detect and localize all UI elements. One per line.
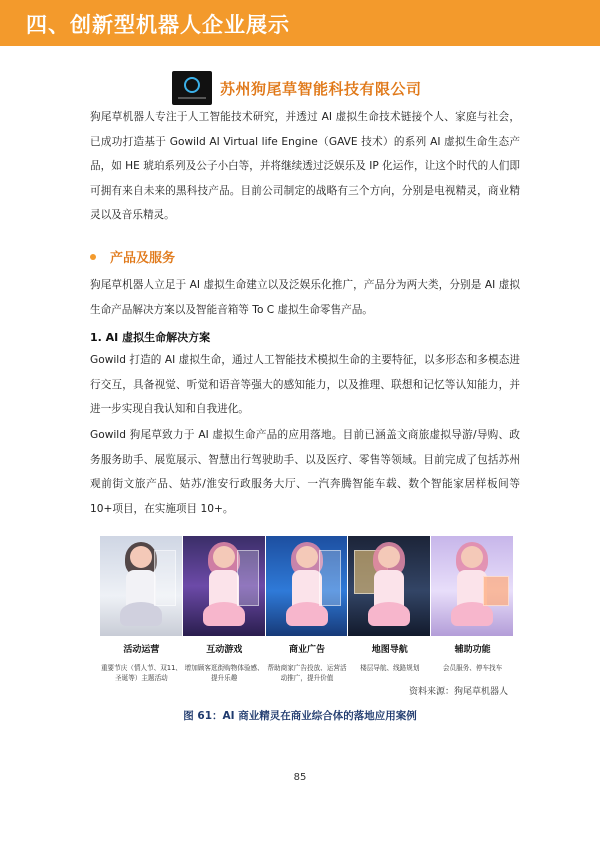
figure-panel-assist — [431, 536, 514, 636]
header-bar — [0, 0, 600, 46]
figure-panel-ads — [266, 536, 349, 636]
company-heading — [172, 70, 422, 106]
figure-label-title: 商业广告 — [288, 645, 325, 655]
figure-label-col — [100, 642, 183, 683]
figure-panel-game — [183, 536, 266, 636]
figure-labels — [100, 642, 514, 683]
company-name: 苏州狗尾草智能科技有限公司 — [220, 79, 422, 98]
figure-label-col — [183, 642, 266, 683]
section-heading-text: 产品及服务 — [110, 251, 176, 266]
figure-label-desc: 楼层导航、线路规划 — [360, 664, 420, 672]
company-intro: 狗尾草机器人专注于人工智能技术研究，并透过 AI 虚拟生命技术链接个人、家庭与社会，已成功打造基于 Gowild AI Virtual life Engine（GAVE 技术）的系列 AI 虚拟生命生态产品，如 HE 琥珀系列及公子小白等，并将继续透过泛娱乐及 IP 化运作，让这个时代的人们即可拥有来自未来的黑科技产品。目前公司制定的战略有三个方向，分别是电视精灵，商业精灵以及音乐精灵。 — [90, 111, 520, 221]
gowild-paragraph-2: Gowild 狗尾草致力于 AI 虚拟生命产品的应用落地。目前已涵盖文商旅虚拟导游/导购、政务服务助手、展览展示、智慧出行驾驶助手、以及医疗、零售等领域。目前完成了包括苏州观前街文旅产品、姑苏/淮安行政服务大厅、一汽奔腾智能车载、数个智能家居样板间等 10+项目，在实施项目 10+。 — [90, 429, 520, 515]
page-number: 85 — [293, 772, 307, 783]
figure-label-title: 互动游戏 — [206, 645, 243, 655]
figure-label-title: 活动运营 — [123, 645, 160, 655]
figure-source: 资料来源：狗尾草机器人 — [408, 687, 508, 697]
figure-panel-activity — [100, 536, 183, 636]
figure-label-desc: 会员服务、停车找车 — [442, 664, 503, 672]
bullet-dot-icon — [90, 254, 96, 260]
figure-label-col — [431, 642, 514, 683]
figure-panel-map — [348, 536, 431, 636]
figure-label-title: 辅助功能 — [454, 645, 491, 655]
services-paragraph: 狗尾草机器人立足于 AI 虚拟生命建立以及泛娱乐化推广，产品分为两大类，分别是 AI 虚拟生命产品解决方案以及智能音箱等 To C 虚拟生命零售产品。 — [90, 279, 520, 316]
figure-label-title: 地图导航 — [371, 645, 408, 655]
figure-label-col — [266, 642, 349, 683]
figure-label-desc: 帮助商家广告投放、运营活动推广，提升价值 — [267, 664, 347, 682]
page-section-title: 四、创新型机器人企业展示 — [26, 13, 290, 37]
figure-caption: 图 61：AI 商业精灵在商业综合体的落地应用案例 — [183, 710, 417, 722]
gowild-paragraph-1: Gowild 打造的 AI 虚拟生命，通过人工智能技术模拟生命的主要特征，以多形态和多模态进行交互，具备视觉、听觉和语音等强大的感知能力，以及推理、联想和记忆等认知能力，并进一步实现自我认知和自我进化。 — [90, 354, 520, 415]
sub-heading: 1. AI 虚拟生命解决方案 — [90, 331, 211, 344]
figure-label-col — [348, 642, 431, 683]
figure-label-desc: 增加顾客逛街购物体验感、提升乐趣 — [184, 664, 264, 682]
figure-image-strip — [100, 536, 514, 636]
gowild-logo-icon — [172, 71, 212, 105]
figure-label-desc: 重要节庆（情人节、双11、圣诞等）主题活动 — [100, 664, 182, 682]
section-heading — [90, 247, 175, 266]
